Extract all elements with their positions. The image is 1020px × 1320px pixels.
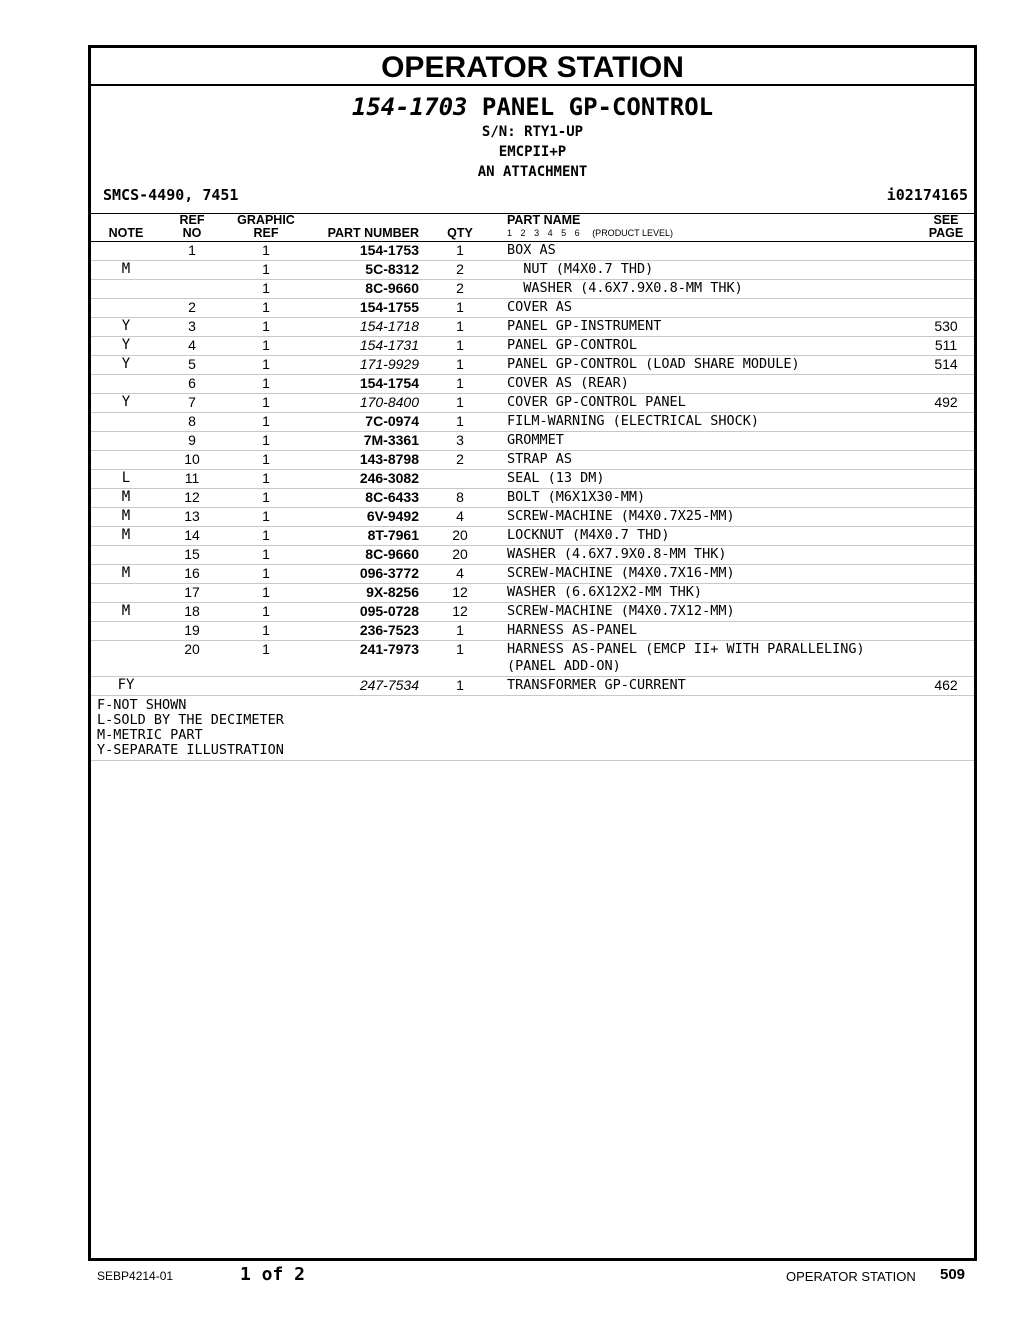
note-cell [91, 375, 161, 394]
see-page-cell [918, 565, 974, 584]
part-number-cell: 171-9929 [309, 356, 421, 375]
table-row [91, 337, 974, 356]
table-row [91, 432, 974, 451]
see-page-cell [918, 451, 974, 470]
graphic-ref-cell: 1 [223, 622, 309, 641]
part-name-cell: PANEL GP-CONTROL (LOAD SHARE MODULE) [499, 356, 918, 375]
qty-cell: 1 [421, 394, 499, 413]
note-cell: Y [91, 394, 161, 413]
qty-cell: 1 [421, 242, 499, 261]
note-cell: Y [91, 318, 161, 337]
table-row [91, 261, 974, 280]
ref-no-cell: 10 [161, 451, 223, 470]
qty-cell: 1 [421, 299, 499, 318]
graphic-ref-cell: 1 [223, 318, 309, 337]
table-row [91, 622, 974, 641]
document-id: SEBP4214-01 [97, 1269, 174, 1283]
graphic-ref-cell: 1 [223, 261, 309, 280]
group-part-number: 154-1703 [351, 93, 468, 121]
qty-cell [421, 470, 499, 489]
see-page-cell [918, 432, 974, 451]
note-cell: M [91, 489, 161, 508]
ref-no-cell: 20 [161, 641, 223, 677]
notes-legend [91, 696, 974, 761]
product-level-2: 2 [520, 228, 526, 238]
qty-cell: 1 [421, 641, 499, 677]
table-row [91, 394, 974, 413]
graphic-ref-cell: 1 [223, 242, 309, 261]
part-name-cell: COVER AS [499, 299, 918, 318]
note-cell: M [91, 508, 161, 527]
legend-item: F-NOT SHOWN [97, 697, 187, 713]
part-number-cell: 9X-8256 [309, 584, 421, 603]
note-cell [91, 432, 161, 451]
see-page-cell [918, 527, 974, 546]
part-number-cell: 154-1754 [309, 375, 421, 394]
part-number-cell: 8C-6433 [309, 489, 421, 508]
smcs-row [91, 186, 974, 206]
ref-no-cell: 7 [161, 394, 223, 413]
graphic-ref-cell: 1 [223, 489, 309, 508]
graphic-ref-cell: 1 [223, 394, 309, 413]
part-number-cell: 236-7523 [309, 622, 421, 641]
legend-item: L-SOLD BY THE DECIMETER [97, 712, 284, 728]
see-page-cell [918, 280, 974, 299]
graphic-ref-cell: 1 [223, 337, 309, 356]
part-name-cell: LOCKNUT (M4X0.7 THD) [499, 527, 918, 546]
see-page-cell [918, 470, 974, 489]
note-cell [91, 641, 161, 677]
note-cell: L [91, 470, 161, 489]
qty-cell: 4 [421, 508, 499, 527]
col-ref-no: REF NO [161, 214, 223, 242]
ref-no-cell: 5 [161, 356, 223, 375]
table-row [91, 527, 974, 546]
note-cell: M [91, 527, 161, 546]
qty-cell: 1 [421, 413, 499, 432]
see-page-cell: 492 [918, 394, 974, 413]
see-page-cell [918, 508, 974, 527]
ref-no-cell: 12 [161, 489, 223, 508]
part-number-cell: 6V-9492 [309, 508, 421, 527]
table-row [91, 565, 974, 584]
col-part-name-label: PART NAME [507, 213, 581, 227]
attachment-line: AN ATTACHMENT [477, 164, 588, 180]
see-page-cell [918, 546, 974, 565]
note-cell: M [91, 261, 161, 280]
table-row [91, 375, 974, 394]
part-name-cell: WASHER (4.6X7.9X0.8-MM THK) [499, 546, 918, 565]
smcs-code: SMCS-4490, 7451 [103, 186, 239, 204]
model-line: EMCPII+P [498, 144, 567, 160]
ref-no-cell: 13 [161, 508, 223, 527]
ref-no-cell: 3 [161, 318, 223, 337]
see-page-cell [918, 299, 974, 318]
part-name-cell: SCREW-MACHINE (M4X0.7X16-MM) [499, 565, 918, 584]
ref-no-cell: 8 [161, 413, 223, 432]
part-name-cell: TRANSFORMER GP-CURRENT [499, 677, 918, 696]
qty-cell: 20 [421, 546, 499, 565]
qty-cell: 1 [421, 337, 499, 356]
ref-no-cell: 14 [161, 527, 223, 546]
note-cell [91, 451, 161, 470]
part-name-cell: GROMMET [499, 432, 918, 451]
part-name-cell: SEAL (13 DM) [499, 470, 918, 489]
part-name-cell: COVER GP-CONTROL PANEL [499, 394, 918, 413]
graphic-ref-cell: 1 [223, 565, 309, 584]
table-row [91, 584, 974, 603]
table-row [91, 508, 974, 527]
table-row [91, 489, 974, 508]
qty-cell: 4 [421, 565, 499, 584]
graphic-ref-cell: 1 [223, 451, 309, 470]
qty-cell: 12 [421, 603, 499, 622]
part-name-cell: PANEL GP-CONTROL [499, 337, 918, 356]
group-title [91, 92, 974, 122]
note-cell [91, 546, 161, 565]
ref-no-cell: 1 [161, 242, 223, 261]
col-graphic-ref: GRAPHIC REF [223, 214, 309, 242]
note-cell: Y [91, 356, 161, 375]
page-frame [88, 45, 977, 1261]
qty-cell: 1 [421, 677, 499, 696]
qty-cell: 2 [421, 280, 499, 299]
see-page-cell [918, 489, 974, 508]
product-level-1: 1 [507, 228, 513, 238]
part-number-cell: 154-1755 [309, 299, 421, 318]
part-name-cell: WASHER (4.6X7.9X0.8-MM THK) [499, 280, 918, 299]
group-part-name: PANEL GP-CONTROL [481, 93, 714, 121]
graphic-ref-cell: 1 [223, 641, 309, 677]
part-name-cell: STRAP AS [499, 451, 918, 470]
see-page-cell [918, 242, 974, 261]
qty-cell: 1 [421, 356, 499, 375]
col-note: NOTE [91, 214, 161, 242]
part-number-cell: 096-3772 [309, 565, 421, 584]
product-level-scale [507, 227, 918, 240]
part-name-cell: NUT (M4X0.7 THD) [499, 261, 918, 280]
table-row [91, 356, 974, 375]
ref-no-cell: 11 [161, 470, 223, 489]
part-number-cell: 246-3082 [309, 470, 421, 489]
table-row [91, 451, 974, 470]
part-number-cell: 8C-9660 [309, 280, 421, 299]
legend-item: Y-SEPARATE ILLUSTRATION [97, 742, 284, 758]
part-number-cell: 7C-0974 [309, 413, 421, 432]
part-number-cell: 8C-9660 [309, 546, 421, 565]
note-cell [91, 280, 161, 299]
part-name-cell: SCREW-MACHINE (M4X0.7X25-MM) [499, 508, 918, 527]
ref-no-cell: 15 [161, 546, 223, 565]
table-row [91, 280, 974, 299]
ref-no-cell: 9 [161, 432, 223, 451]
see-page-cell [918, 603, 974, 622]
part-number-cell: 247-7534 [309, 677, 421, 696]
table-row [91, 546, 974, 565]
graphic-ref-cell: 1 [223, 356, 309, 375]
table-row [91, 603, 974, 622]
serial-number-line: S/N: RTY1-UP [481, 124, 584, 140]
part-number-cell: 8T-7961 [309, 527, 421, 546]
note-cell [91, 242, 161, 261]
note-cell: M [91, 603, 161, 622]
col-qty: QTY [421, 214, 499, 242]
see-page-cell: 462 [918, 677, 974, 696]
qty-cell: 1 [421, 375, 499, 394]
legend-item: M-METRIC PART [97, 727, 203, 743]
graphic-ref-cell: 1 [223, 375, 309, 394]
part-number-cell: 154-1718 [309, 318, 421, 337]
qty-cell: 12 [421, 584, 499, 603]
part-number-cell: 154-1731 [309, 337, 421, 356]
table-row [91, 242, 974, 261]
see-page-cell: 511 [918, 337, 974, 356]
graphic-ref-cell: 1 [223, 413, 309, 432]
see-page-cell [918, 261, 974, 280]
part-number-cell: 5C-8312 [309, 261, 421, 280]
part-name-cell: COVER AS (REAR) [499, 375, 918, 394]
qty-cell: 8 [421, 489, 499, 508]
note-cell [91, 584, 161, 603]
qty-cell: 2 [421, 451, 499, 470]
ref-no-cell: 17 [161, 584, 223, 603]
parts-table [91, 213, 974, 696]
qty-cell: 20 [421, 527, 499, 546]
graphic-ref-cell: 1 [223, 299, 309, 318]
ref-no-cell: 16 [161, 565, 223, 584]
part-name-cell: BOX AS [499, 242, 918, 261]
see-page-cell [918, 584, 974, 603]
graphic-ref-cell: 1 [223, 584, 309, 603]
part-name-cell: BOLT (M6X1X30-MM) [499, 489, 918, 508]
table-row [91, 299, 974, 318]
ref-no-cell: 2 [161, 299, 223, 318]
graphic-ref-cell: 1 [223, 432, 309, 451]
table-row [91, 413, 974, 432]
part-number-cell: 095-0728 [309, 603, 421, 622]
product-level-5: 5 [561, 228, 567, 238]
qty-cell: 1 [421, 622, 499, 641]
part-name-cell: WASHER (6.6X12X2-MM THK) [499, 584, 918, 603]
graphic-ref-cell: 1 [223, 546, 309, 565]
product-level-label: (PRODUCT LEVEL) [592, 228, 674, 238]
col-part-number: PART NUMBER [309, 214, 421, 242]
part-name-cell: HARNESS AS-PANEL [499, 622, 918, 641]
page-number: 509 [940, 1266, 966, 1283]
page-footer [0, 1262, 1020, 1286]
see-page-cell [918, 375, 974, 394]
col-see-page: SEE PAGE [918, 214, 974, 242]
ref-no-cell [161, 261, 223, 280]
footer-section-name: OPERATOR STATION [786, 1269, 916, 1284]
illustration-id: i02174165 [886, 186, 968, 204]
graphic-ref-cell: 1 [223, 603, 309, 622]
table-row [91, 641, 974, 677]
part-number-cell: 143-8798 [309, 451, 421, 470]
note-cell: FY [91, 677, 161, 696]
page-title: OPERATOR STATION [91, 48, 974, 86]
see-page-cell [918, 622, 974, 641]
note-cell [91, 299, 161, 318]
part-name-cell: SCREW-MACHINE (M4X0.7X12-MM) [499, 603, 918, 622]
product-level-4: 4 [547, 228, 553, 238]
graphic-ref-cell: 1 [223, 508, 309, 527]
part-number-cell: 170-8400 [309, 394, 421, 413]
part-number-cell: 154-1753 [309, 242, 421, 261]
graphic-ref-cell: 1 [223, 280, 309, 299]
note-cell: Y [91, 337, 161, 356]
part-number-cell: 241-7973 [309, 641, 421, 677]
ref-no-cell: 4 [161, 337, 223, 356]
see-page-cell: 514 [918, 356, 974, 375]
note-cell [91, 413, 161, 432]
note-cell: M [91, 565, 161, 584]
qty-cell: 1 [421, 318, 499, 337]
part-name-cell: PANEL GP-INSTRUMENT [499, 318, 918, 337]
see-page-cell [918, 413, 974, 432]
parts-table-body [91, 242, 974, 696]
see-page-cell: 530 [918, 318, 974, 337]
graphic-ref-cell: 1 [223, 527, 309, 546]
part-name-cell: HARNESS AS-PANEL (EMCP II+ WITH PARALLELING) (PANEL ADD-ON) [499, 641, 918, 677]
part-name-cell: FILM-WARNING (ELECTRICAL SHOCK) [499, 413, 918, 432]
see-page-cell [918, 641, 974, 677]
note-cell [91, 622, 161, 641]
qty-cell: 2 [421, 261, 499, 280]
ref-no-cell: 6 [161, 375, 223, 394]
part-number-cell: 7M-3361 [309, 432, 421, 451]
ref-no-cell [161, 677, 223, 696]
ref-no-cell: 19 [161, 622, 223, 641]
parts-table-header [91, 214, 974, 242]
product-level-3: 3 [534, 228, 540, 238]
ref-no-cell: 18 [161, 603, 223, 622]
graphic-ref-cell [223, 677, 309, 696]
graphic-ref-cell: 1 [223, 470, 309, 489]
page-of-count: 1 of 2 [240, 1264, 306, 1285]
product-level-6: 6 [574, 228, 580, 238]
qty-cell: 3 [421, 432, 499, 451]
table-row [91, 677, 974, 696]
ref-no-cell [161, 280, 223, 299]
table-row [91, 318, 974, 337]
table-row [91, 470, 974, 489]
col-part-name [499, 214, 918, 242]
group-heading [91, 92, 974, 182]
